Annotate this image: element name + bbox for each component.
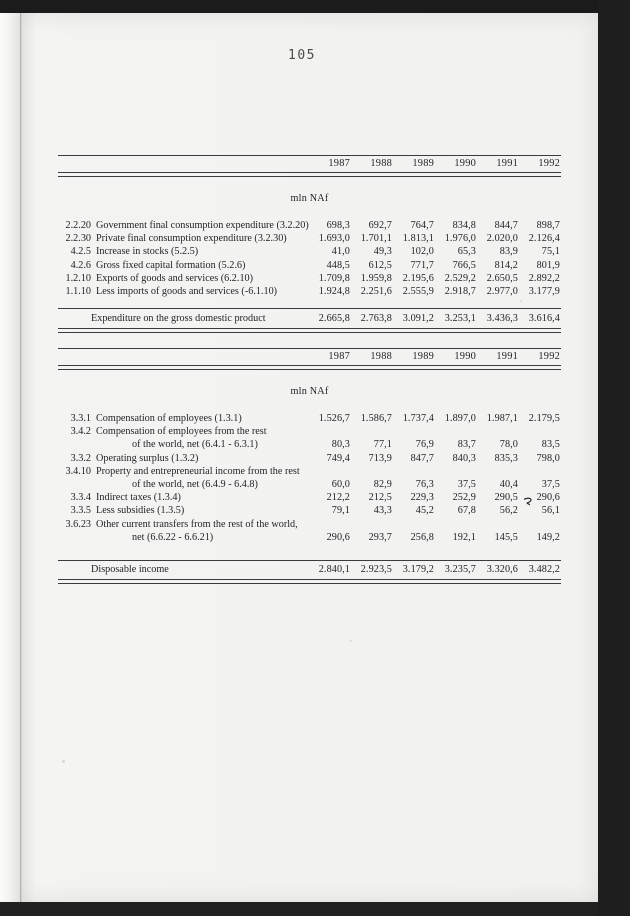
row-value: 1.526,7 <box>318 413 350 425</box>
page-gutter-strip <box>0 13 21 902</box>
row-value <box>309 465 351 478</box>
table-row <box>58 452 561 465</box>
page-binding-seam <box>20 13 22 902</box>
column-header-year: 1991 <box>496 351 518 362</box>
total-value: 3.320,6 <box>486 564 518 576</box>
row-value: 1.924,8 <box>318 286 350 298</box>
table-row <box>58 285 561 298</box>
column-header-year: 1988 <box>370 351 392 362</box>
row-code: 3.3.2 <box>70 452 91 464</box>
row-value: 2.650,5 <box>486 272 518 284</box>
row-value <box>309 518 351 531</box>
row-value: 212,5 <box>368 492 392 504</box>
row-code: 3.4.2 <box>70 426 91 438</box>
row-value: 834,8 <box>452 220 476 232</box>
row-value: 898,7 <box>536 220 560 232</box>
unit-label-row <box>58 370 561 412</box>
row-value: 82,9 <box>373 479 392 491</box>
pre-total-spacer <box>58 298 561 308</box>
row-label-continuation: of the world, net (6.4.1 - 6.3.1) <box>132 439 258 451</box>
income-grid <box>58 349 561 365</box>
row-code: 2.2.20 <box>65 220 91 232</box>
row-value: 102,0 <box>410 246 434 258</box>
row-value <box>351 518 393 531</box>
row-value: 145,5 <box>494 531 518 543</box>
row-value: 2.020,0 <box>486 233 518 245</box>
total-value: 3.482,2 <box>528 564 560 576</box>
column-header-year: 1992 <box>538 351 560 362</box>
row-value: 1.586,7 <box>360 413 392 425</box>
row-value <box>477 465 519 478</box>
income-body <box>58 370 561 544</box>
table-row <box>58 504 561 517</box>
row-value: 60,0 <box>331 479 350 491</box>
total-value: 3.253,1 <box>444 312 476 324</box>
row-value: 293,7 <box>368 531 392 543</box>
total-value: 2.840,1 <box>318 564 350 576</box>
row-value: 37,5 <box>457 479 476 491</box>
row-value: 2.195,6 <box>402 272 434 284</box>
row-code: 3.3.4 <box>70 492 91 504</box>
header-row <box>58 156 561 172</box>
row-value: 212,2 <box>326 492 350 504</box>
row-value: 290,5 <box>494 492 518 504</box>
row-value: 713,9 <box>368 452 392 464</box>
row-code <box>58 438 96 451</box>
row-value <box>393 465 435 478</box>
row-value: 1.987,1 <box>486 413 518 425</box>
total-label: Disposable income <box>91 564 169 576</box>
row-value <box>477 518 519 531</box>
row-value <box>519 465 561 478</box>
row-code: 1.2.10 <box>65 272 91 284</box>
row-value: 2.977,0 <box>486 286 518 298</box>
table-row <box>58 259 561 272</box>
row-label: Property and entrepreneurial income from the rest <box>96 465 300 477</box>
column-header-year: 1989 <box>412 158 434 169</box>
row-value: 698,3 <box>326 220 350 232</box>
total-value: 3.616,4 <box>528 312 560 324</box>
row-value: 40,4 <box>499 479 518 491</box>
total-value: 2.665,8 <box>318 312 350 324</box>
row-value: 56,1 <box>541 505 560 517</box>
scan-edge-bottom <box>0 902 630 916</box>
header-spacer-code <box>58 349 96 365</box>
row-value: 766,5 <box>452 259 476 271</box>
row-value: 83,5 <box>541 439 560 451</box>
row-value: 252,9 <box>452 492 476 504</box>
row-label: Indirect taxes (1.3.4) <box>96 492 181 504</box>
row-value <box>477 425 519 438</box>
row-value: 37,5 <box>541 479 560 491</box>
row-value: 2.126,4 <box>528 233 560 245</box>
row-code: 3.4.10 <box>65 465 91 477</box>
row-label: Compensation of employees from the rest <box>96 426 267 438</box>
scan-speckle <box>350 640 352 642</box>
row-value: 692,7 <box>368 220 392 232</box>
table-row <box>58 219 561 232</box>
row-value: 844,7 <box>494 220 518 232</box>
page-number: 105 <box>288 48 316 63</box>
unit-label: mln NAf <box>290 193 329 204</box>
row-label: Gross fixed capital formation (5.2.6) <box>96 259 246 271</box>
total-value: 3.179,2 <box>402 564 434 576</box>
row-code: 3.3.1 <box>70 413 91 425</box>
row-value: 1.813,1 <box>402 233 434 245</box>
row-value: 290,6 <box>536 492 560 504</box>
column-header-year: 1988 <box>370 158 392 169</box>
total-value: 2.763,8 <box>360 312 392 324</box>
row-code: 3.3.5 <box>70 505 91 517</box>
total-value: 2.923,5 <box>360 564 392 576</box>
row-value: 2.251,6 <box>360 286 392 298</box>
row-value <box>519 425 561 438</box>
row-value: 448,5 <box>326 259 350 271</box>
table-row <box>58 438 561 451</box>
row-label: Operating surplus (1.3.2) <box>96 452 199 464</box>
row-label: Other current transfers from the rest of the world, <box>96 518 298 530</box>
table-bottom-double-rule <box>58 579 561 584</box>
row-value: 75,1 <box>541 246 560 258</box>
table-row <box>58 245 561 258</box>
row-value: 749,4 <box>326 452 350 464</box>
row-value: 771,7 <box>410 259 434 271</box>
row-value: 78,0 <box>499 439 518 451</box>
row-value <box>519 518 561 531</box>
scan-speckle <box>62 760 65 763</box>
row-value <box>435 425 477 438</box>
row-value: 835,3 <box>494 452 518 464</box>
header-row <box>58 349 561 365</box>
column-header-year: 1989 <box>412 351 434 362</box>
row-value: 1.701,1 <box>360 233 392 245</box>
row-label: Less imports of goods and services (-6.1.10) <box>96 286 278 298</box>
row-code: 2.2.30 <box>65 233 91 245</box>
table-bottom-double-rule <box>58 328 561 333</box>
row-value: 814,2 <box>494 259 518 271</box>
row-value: 1.976,0 <box>444 233 476 245</box>
total-value: 3.436,3 <box>486 312 518 324</box>
expenditure-grid <box>58 156 561 172</box>
scan-edge-top <box>0 0 630 13</box>
row-value: 77,1 <box>373 439 392 451</box>
row-value: 149,2 <box>536 531 560 543</box>
row-value: 2.555,9 <box>402 286 434 298</box>
table-row <box>58 491 561 504</box>
row-code: 1.1.10 <box>65 286 91 298</box>
row-value <box>351 465 393 478</box>
table-row <box>58 518 561 531</box>
expenditure-total <box>58 309 561 328</box>
header-spacer-label <box>96 349 309 365</box>
header-spacer-code <box>58 156 96 172</box>
total-row <box>58 561 561 580</box>
row-code: 4.2.5 <box>70 246 91 258</box>
pre-total-spacer <box>58 544 561 560</box>
row-code: 4.2.6 <box>70 259 91 271</box>
row-value: 80,3 <box>331 439 350 451</box>
row-value: 65,3 <box>457 246 476 258</box>
row-value: 612,5 <box>368 259 392 271</box>
row-value <box>393 425 435 438</box>
row-label-continuation: net (6.6.22 - 6.6.21) <box>132 531 214 543</box>
table-expenditure-on-gdp <box>58 155 561 333</box>
row-label: Increase in stocks (5.2.5) <box>96 246 199 258</box>
row-value: 2.179,5 <box>528 413 560 425</box>
row-value <box>309 425 351 438</box>
table-row <box>58 425 561 438</box>
row-label: Exports of goods and services (6.2.10) <box>96 272 254 284</box>
column-header-year: 1987 <box>328 158 350 169</box>
table-row <box>58 478 561 491</box>
header-spacer-label <box>96 156 309 172</box>
total-row <box>58 309 561 328</box>
table-row <box>58 232 561 245</box>
row-label: Government final consumption expenditure (3.2.20) <box>96 220 309 232</box>
row-value: 3.177,9 <box>528 286 560 298</box>
row-value: 798,0 <box>536 452 560 464</box>
row-value: 1.737,4 <box>402 413 434 425</box>
row-value: 43,3 <box>373 505 392 517</box>
total-value: 3.091,2 <box>402 312 434 324</box>
table-row <box>58 531 561 544</box>
row-value: 83,7 <box>457 439 476 451</box>
row-value: 229,3 <box>410 492 434 504</box>
row-value: 56,2 <box>499 505 518 517</box>
row-value: 1.693,0 <box>318 233 350 245</box>
expenditure-body <box>58 177 561 298</box>
table-row <box>58 465 561 478</box>
row-value: 847,7 <box>410 452 434 464</box>
row-value: 83,9 <box>499 246 518 258</box>
row-value: 2.918,7 <box>444 286 476 298</box>
row-value: 2.529,2 <box>444 272 476 284</box>
row-code: 3.6.23 <box>65 518 91 530</box>
row-value: 49,3 <box>373 246 392 258</box>
row-label: Less subsidies (1.3.5) <box>96 505 185 517</box>
row-value <box>393 518 435 531</box>
row-value: 1.959,8 <box>360 272 392 284</box>
row-value: 67,8 <box>457 505 476 517</box>
total-value: 3.235,7 <box>444 564 476 576</box>
row-value: 2.892,2 <box>528 272 560 284</box>
row-value: 840,3 <box>452 452 476 464</box>
unit-label-row <box>58 177 561 219</box>
row-value: 764,7 <box>410 220 434 232</box>
row-label: Compensation of employees (1.3.1) <box>96 413 242 425</box>
row-value: 41,0 <box>331 246 350 258</box>
row-code <box>58 478 96 491</box>
row-value <box>435 465 477 478</box>
row-value: 1.709,8 <box>318 272 350 284</box>
row-value: 801,9 <box>536 259 560 271</box>
row-label-continuation: of the world, net (6.4.9 - 6.4.8) <box>132 479 258 491</box>
row-value: 76,9 <box>415 439 434 451</box>
column-header-year: 1987 <box>328 351 350 362</box>
row-value <box>351 425 393 438</box>
column-header-year: 1992 <box>538 158 560 169</box>
row-value: 192,1 <box>452 531 476 543</box>
row-value: 1.897,0 <box>444 413 476 425</box>
row-value: 256,8 <box>410 531 434 543</box>
table-row <box>58 412 561 425</box>
row-code <box>58 531 96 544</box>
column-header-year: 1990 <box>454 158 476 169</box>
scan-edge-right <box>598 0 630 916</box>
unit-label: mln NAf <box>290 386 329 397</box>
row-label: Private final consumption expenditure (3.2.30) <box>96 233 287 245</box>
row-value: 79,1 <box>331 505 350 517</box>
column-header-year: 1991 <box>496 158 518 169</box>
table-row <box>58 272 561 285</box>
income-total <box>58 561 561 580</box>
row-value: 45,2 <box>415 505 434 517</box>
total-label: Expenditure on the gross domestic product <box>91 312 266 324</box>
row-value: 76,3 <box>415 479 434 491</box>
row-value: 290,6 <box>326 531 350 543</box>
column-header-year: 1990 <box>454 351 476 362</box>
table-disposable-income <box>58 348 561 584</box>
row-value <box>435 518 477 531</box>
